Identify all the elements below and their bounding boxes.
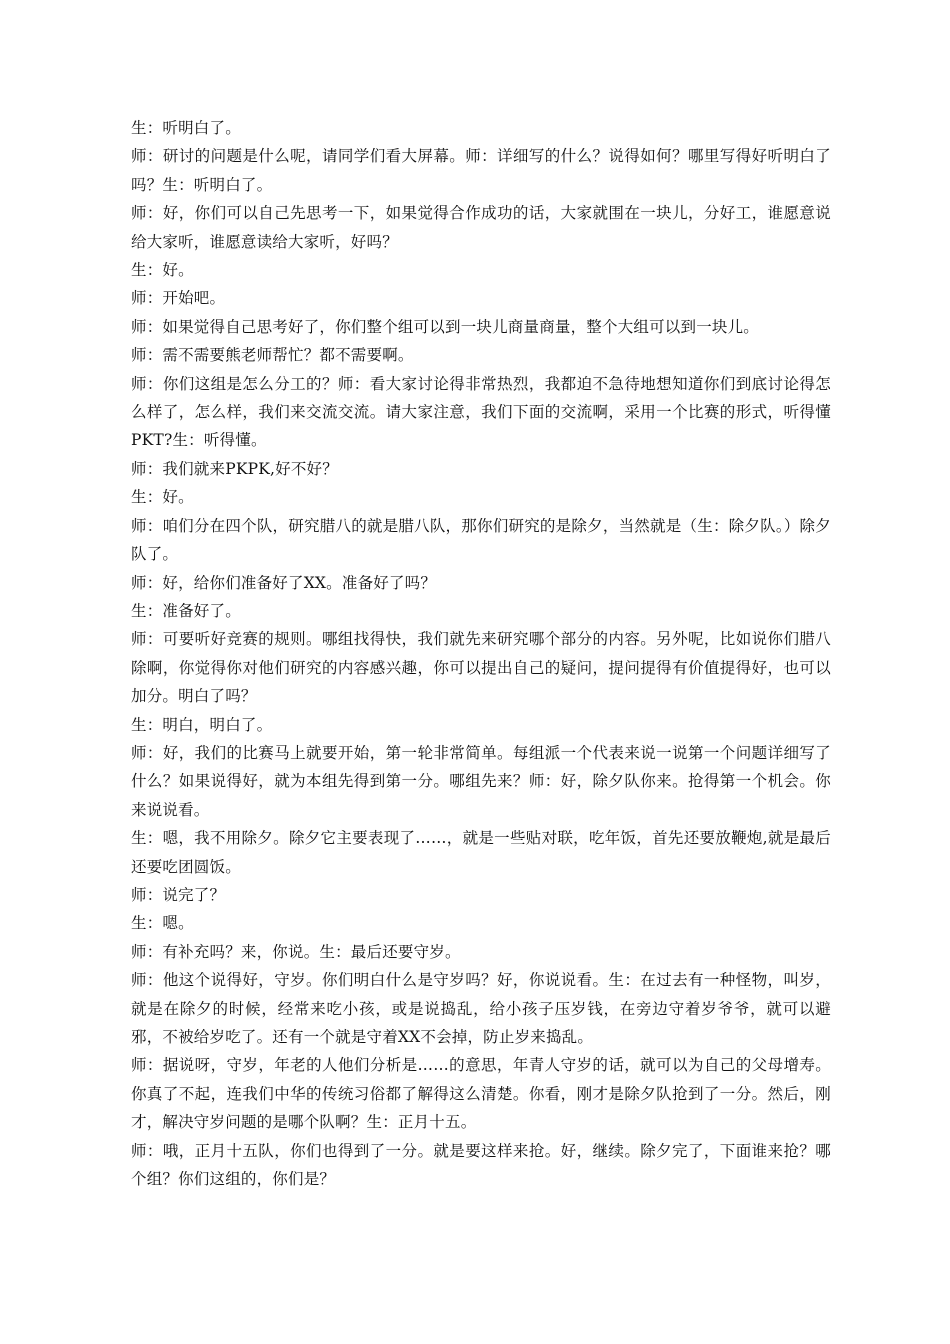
paragraph: 生：好。	[131, 488, 194, 507]
paragraph: 师：有补充吗？来，你说。生：最后还要守岁。	[131, 942, 461, 961]
paragraph: 生：好。	[131, 261, 194, 280]
paragraph: 生：听明白了。	[131, 119, 241, 137]
paragraph: 师：需不需要熊老师帮忙？都不需要啊。	[131, 346, 414, 365]
paragraph: 师：研讨的问题是什么呢，请同学们看大屏幕。师：详细写的什么？说得如何？哪里写得好听明白了吗？生：听明白了。	[131, 147, 831, 194]
paragraph: 师：说完了？	[131, 885, 226, 904]
paragraph: 师：可要听好竞赛的规则。哪组找得快，我们就先来研究哪个部分的内容。另外呢，比如说你们腊八除啊，你觉得你对他们研究的内容感兴趣，你可以提出自己的疑问，提问提得有价值提得好，也可以加分。明白了吗？	[131, 630, 831, 706]
paragraph: 生：嗯。	[131, 914, 194, 933]
paragraph: 师：咱们分在四个队，研究腊八的就是腊八队，那你们研究的是除夕，当然就是（生：除夕队。）除夕队了。	[131, 516, 831, 564]
paragraph: 师：哦，正月十五队，你们也得到了一分。就是要这样来抢。好，继续。除夕完了，下面谁来抢？哪个组？你们这组的，你们是？	[131, 1141, 831, 1189]
paragraph: 生：明白，明白了。	[131, 715, 273, 734]
paragraph: 师：我们就来PKPK,好不好？	[131, 459, 338, 478]
paragraph: 师：他这个说得好，守岁。你们明白什么是守岁吗？好，你说说看。生：在过去有一种怪物，叫岁，就是在除夕的时候，经常来吃小孩，或是说捣乱，给小孩子压岁钱，在旁边守着岁爷爷，就可以避邪，不被给岁吃了。还有一个就是守着XX不会掉，防止岁来捣乱。	[131, 971, 831, 1046]
paragraph: 师：好，你们可以自己先思考一下，如果觉得合作成功的话，大家就围在一块儿，分好工，谁愿意说给大家听，谁愿意读给大家听，好吗？	[131, 204, 831, 251]
paragraph: 师：好，给你们准备好了XX。准备好了吗？	[131, 573, 437, 592]
paragraph: 师：据说呀，守岁，年老的人他们分析是……的意思，年青人守岁的话，就可以为自己的父母增寿。你真了不起，连我们中华的传统习俗都了解得这么清楚。你看，刚才是除夕队抢到了一分。然后，刚才，解决守岁问题的是哪个队啊？生：正月十五。	[131, 1056, 831, 1132]
paragraph: 生：准备好了。	[131, 601, 241, 620]
paragraph: 师：你们这组是怎么分工的？师：看大家讨论得非常热烈，我都迫不急待地想知道你们到底讨论得怎么样了，怎么样，我们来交流交流。请大家注意，我们下面的交流啊，采用一个比赛的形式，听得懂PKT?生：听得懂。	[131, 374, 831, 450]
paragraph: 师：好，我们的比赛马上就要开始，第一轮非常简单。每组派一个代表来说一说第一个问题详细写了什么？如果说得好，就为本组先得到第一分。哪组先来？师：好，除夕队你来。抢得第一个机会。你来说说看。	[131, 743, 831, 819]
paragraph: 师：如果觉得自己思考好了，你们整个组可以到一块儿商量商量，整个大组可以到一块儿。	[131, 317, 760, 336]
paragraph: 师：开始吧。	[131, 289, 226, 308]
document-body	[131, 114, 831, 1193]
paragraph: 生：嗯，我不用除夕。除夕它主要表现了……，就是一些贴对联，吃年饭，首先还要放鞭炮,就是最后还要吃团圆饭。	[131, 829, 831, 876]
